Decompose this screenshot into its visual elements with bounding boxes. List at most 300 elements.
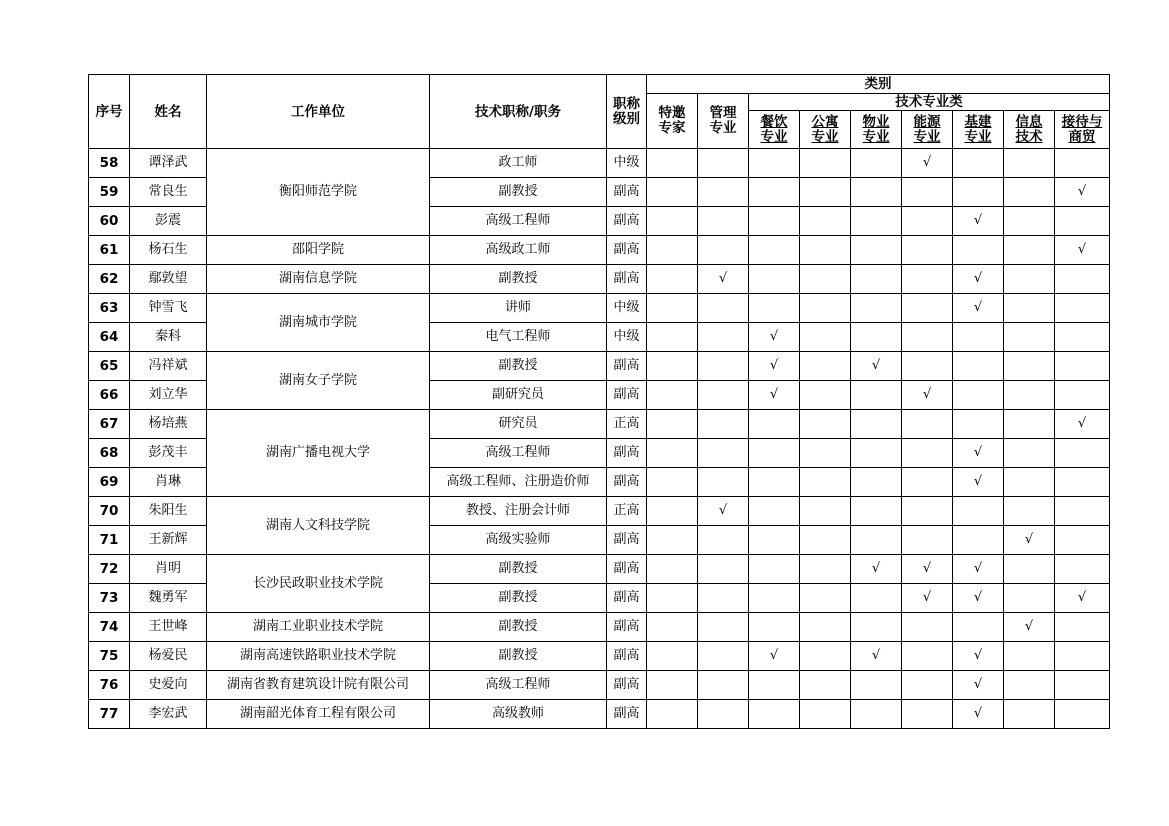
header-tech-construction-line1: 基建 bbox=[964, 113, 992, 130]
header-special-line2: 专家 bbox=[658, 120, 686, 136]
row-title: 高级工程师、注册造价师 bbox=[430, 468, 607, 497]
check-management bbox=[698, 526, 749, 555]
row-name: 常良生 bbox=[130, 178, 207, 207]
check-catering: √ bbox=[749, 642, 800, 671]
check-catering bbox=[749, 468, 800, 497]
header-tech-property-line1: 物业 bbox=[862, 113, 890, 130]
check-trade bbox=[1055, 439, 1110, 468]
check-special bbox=[647, 642, 698, 671]
check-trade: √ bbox=[1055, 178, 1110, 207]
row-no: 67 bbox=[89, 410, 130, 439]
check-apartment bbox=[800, 497, 851, 526]
check-it bbox=[1004, 294, 1055, 323]
row-no: 60 bbox=[89, 207, 130, 236]
check-construction bbox=[953, 236, 1004, 265]
check-management: √ bbox=[698, 497, 749, 526]
check-construction: √ bbox=[953, 700, 1004, 729]
check-trade: √ bbox=[1055, 410, 1110, 439]
check-catering bbox=[749, 497, 800, 526]
check-management bbox=[698, 555, 749, 584]
header-tech-it-line2: 技术 bbox=[1015, 128, 1043, 145]
check-energy bbox=[902, 410, 953, 439]
row-level: 副高 bbox=[607, 613, 647, 642]
check-special bbox=[647, 410, 698, 439]
check-construction bbox=[953, 323, 1004, 352]
row-level: 副高 bbox=[607, 178, 647, 207]
row-name: 秦科 bbox=[130, 323, 207, 352]
table-row bbox=[89, 671, 1110, 700]
expert-table bbox=[88, 74, 1110, 729]
row-level: 副高 bbox=[607, 642, 647, 671]
check-catering: √ bbox=[749, 352, 800, 381]
check-it bbox=[1004, 671, 1055, 700]
header-tech-property-line2: 专业 bbox=[862, 128, 890, 145]
check-it bbox=[1004, 439, 1055, 468]
row-level: 副高 bbox=[607, 352, 647, 381]
row-name: 刘立华 bbox=[130, 381, 207, 410]
row-unit: 湖南人文科技学院 bbox=[207, 497, 430, 555]
check-catering bbox=[749, 555, 800, 584]
check-construction bbox=[953, 352, 1004, 381]
row-no: 65 bbox=[89, 352, 130, 381]
row-title: 电气工程师 bbox=[430, 323, 607, 352]
check-property bbox=[851, 468, 902, 497]
check-energy bbox=[902, 642, 953, 671]
row-unit: 湖南韶光体育工程有限公司 bbox=[207, 700, 430, 729]
check-it bbox=[1004, 700, 1055, 729]
check-management bbox=[698, 323, 749, 352]
check-energy bbox=[902, 323, 953, 352]
check-construction: √ bbox=[953, 468, 1004, 497]
check-special bbox=[647, 352, 698, 381]
check-trade bbox=[1055, 149, 1110, 178]
header-tech-catering-line1: 餐饮 bbox=[760, 113, 788, 130]
table-row bbox=[89, 149, 1110, 178]
check-special bbox=[647, 236, 698, 265]
row-name: 杨爱民 bbox=[130, 642, 207, 671]
check-management: √ bbox=[698, 265, 749, 294]
check-apartment bbox=[800, 352, 851, 381]
check-trade bbox=[1055, 381, 1110, 410]
row-unit: 湖南广播电视大学 bbox=[207, 410, 430, 497]
check-special bbox=[647, 381, 698, 410]
check-trade bbox=[1055, 526, 1110, 555]
check-property bbox=[851, 526, 902, 555]
check-management bbox=[698, 642, 749, 671]
check-management bbox=[698, 236, 749, 265]
check-energy bbox=[902, 439, 953, 468]
check-construction bbox=[953, 178, 1004, 207]
row-no: 64 bbox=[89, 323, 130, 352]
row-no: 62 bbox=[89, 265, 130, 294]
check-property bbox=[851, 294, 902, 323]
check-it bbox=[1004, 207, 1055, 236]
check-apartment bbox=[800, 700, 851, 729]
check-management bbox=[698, 352, 749, 381]
row-no: 68 bbox=[89, 439, 130, 468]
check-management bbox=[698, 294, 749, 323]
check-special bbox=[647, 584, 698, 613]
check-construction: √ bbox=[953, 439, 1004, 468]
header-level-line1: 职称 bbox=[613, 95, 640, 112]
check-special bbox=[647, 149, 698, 178]
row-title: 副教授 bbox=[430, 178, 607, 207]
check-property bbox=[851, 178, 902, 207]
check-catering bbox=[749, 207, 800, 236]
check-management bbox=[698, 149, 749, 178]
check-management bbox=[698, 207, 749, 236]
check-apartment bbox=[800, 294, 851, 323]
header-tech-trade-line2: 商贸 bbox=[1068, 128, 1096, 145]
check-trade bbox=[1055, 671, 1110, 700]
row-level: 正高 bbox=[607, 410, 647, 439]
row-level: 副高 bbox=[607, 439, 647, 468]
check-management bbox=[698, 700, 749, 729]
check-it: √ bbox=[1004, 613, 1055, 642]
check-it bbox=[1004, 497, 1055, 526]
header-tech-construction-line2: 专业 bbox=[964, 128, 992, 145]
check-catering bbox=[749, 439, 800, 468]
header-level bbox=[607, 75, 647, 149]
check-apartment bbox=[800, 178, 851, 207]
check-apartment bbox=[800, 642, 851, 671]
check-special bbox=[647, 323, 698, 352]
check-energy bbox=[902, 526, 953, 555]
check-it bbox=[1004, 323, 1055, 352]
check-it bbox=[1004, 381, 1055, 410]
check-management bbox=[698, 613, 749, 642]
header-unit: 工作单位 bbox=[207, 75, 430, 149]
header-tech-energy-line1: 能源 bbox=[913, 113, 941, 130]
check-property bbox=[851, 236, 902, 265]
header-tech-catering bbox=[749, 111, 800, 149]
row-title: 政工师 bbox=[430, 149, 607, 178]
check-energy: √ bbox=[902, 381, 953, 410]
check-catering bbox=[749, 410, 800, 439]
table-row bbox=[89, 700, 1110, 729]
check-energy bbox=[902, 265, 953, 294]
check-energy: √ bbox=[902, 149, 953, 178]
row-unit: 湖南工业职业技术学院 bbox=[207, 613, 430, 642]
check-apartment bbox=[800, 526, 851, 555]
check-special bbox=[647, 526, 698, 555]
check-apartment bbox=[800, 671, 851, 700]
check-construction bbox=[953, 497, 1004, 526]
row-no: 70 bbox=[89, 497, 130, 526]
row-title: 高级教师 bbox=[430, 700, 607, 729]
row-no: 75 bbox=[89, 642, 130, 671]
check-management bbox=[698, 671, 749, 700]
row-name: 彭震 bbox=[130, 207, 207, 236]
row-level: 副高 bbox=[607, 381, 647, 410]
check-energy bbox=[902, 497, 953, 526]
check-special bbox=[647, 555, 698, 584]
header-management-line1: 管理 bbox=[709, 105, 737, 121]
row-no: 59 bbox=[89, 178, 130, 207]
check-construction: √ bbox=[953, 555, 1004, 584]
check-special bbox=[647, 439, 698, 468]
check-special bbox=[647, 207, 698, 236]
header-tech-trade-line1: 接待与 bbox=[1061, 113, 1103, 130]
row-level: 正高 bbox=[607, 497, 647, 526]
row-level: 副高 bbox=[607, 468, 647, 497]
row-no: 58 bbox=[89, 149, 130, 178]
check-energy bbox=[902, 178, 953, 207]
check-special bbox=[647, 178, 698, 207]
header-tech-group: 技术专业类 bbox=[749, 94, 1110, 111]
row-title: 副教授 bbox=[430, 352, 607, 381]
row-no: 72 bbox=[89, 555, 130, 584]
check-energy bbox=[902, 700, 953, 729]
row-level: 中级 bbox=[607, 323, 647, 352]
header-special-expert bbox=[647, 94, 698, 149]
row-name: 李宏武 bbox=[130, 700, 207, 729]
check-apartment bbox=[800, 207, 851, 236]
table-row bbox=[89, 294, 1110, 323]
row-title: 研究员 bbox=[430, 410, 607, 439]
check-special bbox=[647, 265, 698, 294]
check-management bbox=[698, 381, 749, 410]
check-energy bbox=[902, 236, 953, 265]
check-it bbox=[1004, 265, 1055, 294]
check-catering bbox=[749, 526, 800, 555]
row-unit: 湖南高速铁路职业技术学院 bbox=[207, 642, 430, 671]
table-row bbox=[89, 613, 1110, 642]
check-it bbox=[1004, 555, 1055, 584]
row-name: 肖琳 bbox=[130, 468, 207, 497]
row-title: 副教授 bbox=[430, 555, 607, 584]
check-it bbox=[1004, 236, 1055, 265]
check-catering: √ bbox=[749, 381, 800, 410]
row-level: 中级 bbox=[607, 294, 647, 323]
check-it bbox=[1004, 352, 1055, 381]
row-unit: 邵阳学院 bbox=[207, 236, 430, 265]
check-apartment bbox=[800, 265, 851, 294]
check-construction bbox=[953, 526, 1004, 555]
row-level: 副高 bbox=[607, 671, 647, 700]
check-construction bbox=[953, 410, 1004, 439]
check-trade bbox=[1055, 497, 1110, 526]
check-it bbox=[1004, 642, 1055, 671]
row-unit: 衡阳师范学院 bbox=[207, 149, 430, 236]
check-apartment bbox=[800, 410, 851, 439]
check-property: √ bbox=[851, 555, 902, 584]
row-name: 钟雪飞 bbox=[130, 294, 207, 323]
check-it: √ bbox=[1004, 526, 1055, 555]
table-row bbox=[89, 265, 1110, 294]
check-energy bbox=[902, 671, 953, 700]
check-catering bbox=[749, 236, 800, 265]
check-trade bbox=[1055, 700, 1110, 729]
check-construction bbox=[953, 381, 1004, 410]
check-apartment bbox=[800, 381, 851, 410]
check-special bbox=[647, 700, 698, 729]
row-title: 高级工程师 bbox=[430, 207, 607, 236]
check-special bbox=[647, 613, 698, 642]
check-trade bbox=[1055, 613, 1110, 642]
check-trade: √ bbox=[1055, 236, 1110, 265]
row-no: 74 bbox=[89, 613, 130, 642]
header-tech-apartment-line2: 专业 bbox=[811, 128, 839, 145]
check-property bbox=[851, 439, 902, 468]
check-construction bbox=[953, 613, 1004, 642]
header-no: 序号 bbox=[89, 75, 130, 149]
check-property bbox=[851, 613, 902, 642]
row-level: 副高 bbox=[607, 207, 647, 236]
row-title: 副教授 bbox=[430, 613, 607, 642]
header-tech-it-line1: 信息 bbox=[1015, 113, 1043, 130]
check-property bbox=[851, 497, 902, 526]
row-name: 魏勇军 bbox=[130, 584, 207, 613]
table-row bbox=[89, 352, 1110, 381]
row-name: 王新辉 bbox=[130, 526, 207, 555]
row-no: 66 bbox=[89, 381, 130, 410]
row-title: 讲师 bbox=[430, 294, 607, 323]
table-row bbox=[89, 236, 1110, 265]
check-catering bbox=[749, 584, 800, 613]
check-catering bbox=[749, 700, 800, 729]
row-unit: 湖南信息学院 bbox=[207, 265, 430, 294]
check-property bbox=[851, 265, 902, 294]
check-catering bbox=[749, 265, 800, 294]
table-row bbox=[89, 555, 1110, 584]
check-property bbox=[851, 671, 902, 700]
row-title: 高级政工师 bbox=[430, 236, 607, 265]
row-level: 副高 bbox=[607, 584, 647, 613]
row-no: 77 bbox=[89, 700, 130, 729]
check-special bbox=[647, 497, 698, 526]
check-management bbox=[698, 410, 749, 439]
check-trade bbox=[1055, 468, 1110, 497]
header-tech-catering-line2: 专业 bbox=[760, 128, 788, 145]
row-unit: 湖南省教育建筑设计院有限公司 bbox=[207, 671, 430, 700]
check-apartment bbox=[800, 555, 851, 584]
row-level: 副高 bbox=[607, 526, 647, 555]
check-catering bbox=[749, 613, 800, 642]
row-name: 朱阳生 bbox=[130, 497, 207, 526]
row-no: 71 bbox=[89, 526, 130, 555]
check-catering bbox=[749, 671, 800, 700]
check-energy bbox=[902, 352, 953, 381]
header-tech-construction bbox=[953, 111, 1004, 149]
check-catering bbox=[749, 178, 800, 207]
row-name: 肖明 bbox=[130, 555, 207, 584]
row-title: 副教授 bbox=[430, 265, 607, 294]
row-name: 鄢敦望 bbox=[130, 265, 207, 294]
check-special bbox=[647, 294, 698, 323]
row-no: 63 bbox=[89, 294, 130, 323]
check-it bbox=[1004, 584, 1055, 613]
check-energy bbox=[902, 468, 953, 497]
row-level: 副高 bbox=[607, 555, 647, 584]
row-title: 副教授 bbox=[430, 584, 607, 613]
check-property: √ bbox=[851, 352, 902, 381]
check-energy: √ bbox=[902, 555, 953, 584]
header-tech-apartment bbox=[800, 111, 851, 149]
check-trade bbox=[1055, 352, 1110, 381]
header-title: 技术职称/职务 bbox=[430, 75, 607, 149]
row-level: 副高 bbox=[607, 236, 647, 265]
check-property: √ bbox=[851, 642, 902, 671]
row-name: 冯祥斌 bbox=[130, 352, 207, 381]
row-name: 王世峰 bbox=[130, 613, 207, 642]
check-apartment bbox=[800, 468, 851, 497]
check-it bbox=[1004, 468, 1055, 497]
check-energy bbox=[902, 207, 953, 236]
row-name: 彭茂丰 bbox=[130, 439, 207, 468]
check-it bbox=[1004, 178, 1055, 207]
header-tech-apartment-line1: 公寓 bbox=[811, 113, 839, 130]
row-no: 73 bbox=[89, 584, 130, 613]
row-level: 中级 bbox=[607, 149, 647, 178]
check-construction bbox=[953, 149, 1004, 178]
check-trade bbox=[1055, 207, 1110, 236]
check-management bbox=[698, 439, 749, 468]
row-title: 高级工程师 bbox=[430, 671, 607, 700]
row-no: 76 bbox=[89, 671, 130, 700]
check-property bbox=[851, 149, 902, 178]
header-tech-trade bbox=[1055, 111, 1110, 149]
check-catering bbox=[749, 149, 800, 178]
check-energy bbox=[902, 294, 953, 323]
header-name: 姓名 bbox=[130, 75, 207, 149]
check-apartment bbox=[800, 323, 851, 352]
row-title: 副教授 bbox=[430, 642, 607, 671]
table-row bbox=[89, 497, 1110, 526]
row-title: 教授、注册会计师 bbox=[430, 497, 607, 526]
check-property bbox=[851, 323, 902, 352]
check-catering: √ bbox=[749, 323, 800, 352]
row-name: 杨培燕 bbox=[130, 410, 207, 439]
check-construction: √ bbox=[953, 265, 1004, 294]
check-trade: √ bbox=[1055, 584, 1110, 613]
row-name: 杨石生 bbox=[130, 236, 207, 265]
row-title: 高级实验师 bbox=[430, 526, 607, 555]
header-tech-property bbox=[851, 111, 902, 149]
row-unit: 湖南城市学院 bbox=[207, 294, 430, 352]
check-trade bbox=[1055, 265, 1110, 294]
check-property bbox=[851, 700, 902, 729]
check-apartment bbox=[800, 439, 851, 468]
check-management bbox=[698, 468, 749, 497]
row-unit: 长沙民政职业技术学院 bbox=[207, 555, 430, 613]
row-title: 高级工程师 bbox=[430, 439, 607, 468]
row-no: 69 bbox=[89, 468, 130, 497]
row-unit: 湖南女子学院 bbox=[207, 352, 430, 410]
header-tech-energy-line2: 专业 bbox=[913, 128, 941, 145]
row-title: 副研究员 bbox=[430, 381, 607, 410]
check-construction: √ bbox=[953, 294, 1004, 323]
check-apartment bbox=[800, 149, 851, 178]
check-energy bbox=[902, 613, 953, 642]
row-no: 61 bbox=[89, 236, 130, 265]
row-level: 副高 bbox=[607, 265, 647, 294]
header-management-line2: 专业 bbox=[709, 120, 737, 136]
check-property bbox=[851, 381, 902, 410]
check-apartment bbox=[800, 236, 851, 265]
check-special bbox=[647, 468, 698, 497]
check-apartment bbox=[800, 584, 851, 613]
table-row bbox=[89, 410, 1110, 439]
header-tech-it bbox=[1004, 111, 1055, 149]
row-name: 史爱向 bbox=[130, 671, 207, 700]
row-level: 副高 bbox=[607, 700, 647, 729]
check-construction: √ bbox=[953, 584, 1004, 613]
check-property bbox=[851, 584, 902, 613]
check-property bbox=[851, 207, 902, 236]
check-trade bbox=[1055, 555, 1110, 584]
check-energy: √ bbox=[902, 584, 953, 613]
